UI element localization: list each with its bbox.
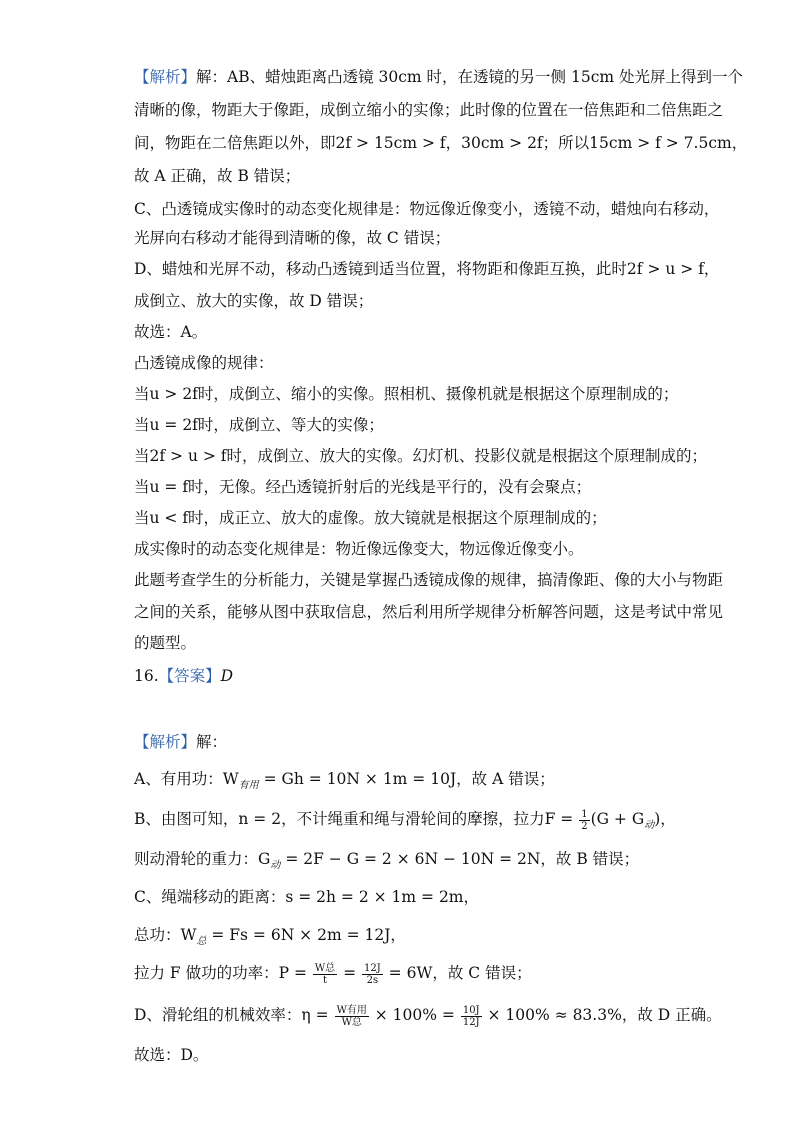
analysis-line-15: 当u < f时，成正立、放大的虚像。放大镜就是根据这个原理制成的； [134,509,607,527]
analysis-line-19: 的题型。 [134,634,197,652]
power-line: 拉力 F 做功的功率：P = $\frac{\text{W总}}{t}$ = $\frac{12J}{2s}$ = 6W，故 C 错误； [134,962,532,986]
analysis-line-10: 凸透镜成像的规律： [134,354,274,372]
analysis-line-7: D、蜡烛和光屏不动，移动凸透镜到适当位置，将物距和像距互换，此时2f > u > f， [134,260,720,278]
analysis-line-3: 间，物距在二倍焦距以外，即2f > 15cm > f，30cm > 2f；所以15cm > f > 7.5cm， [134,134,748,152]
analysis-line-8: 成倒立、放大的实像，故 D 错误； [134,292,374,310]
analysis-line-9: 故选：A。 [134,323,208,341]
pulley-weight-line: 则动滑轮的重力：$G_动 = 2F - G = 2 \times 6N - 10N = 2N$，故 B 错误； [134,850,640,872]
fraction-power-1: $\frac{\text{W总}}{t}$ [314,962,336,986]
analysis-line-16: 成实像时的动态变化规律是：物近像远像变大，物远像近像变小。 [134,540,584,558]
answer-value: D [220,667,234,685]
analysis-line-14: 当u = f时，无像。经凸透镜折射后的光线是平行的，没有会聚点； [134,478,592,496]
analysis-line-12: 当u = 2f时，成倒立、等大的实像； [134,416,384,434]
analysis-line-4: 故 A 正确，故 B 错误； [134,167,301,185]
fraction-half: $\frac{1}{2}$ [581,808,588,832]
answer-line [134,665,233,687]
pulling-force-line: B、由图可知，n = 2，不计绳重和绳与滑轮间的摩擦，拉力F = $\frac{1}{2}$ $(G + G_动)$， [134,808,676,832]
analysis-tag: 【解析】 [134,68,197,86]
answer-tag: 【答案】 [158,667,221,685]
analysis-tag: 【解析】 [134,733,197,751]
fraction-efficiency-2: $\frac{10J}{12J}$ [462,1004,480,1028]
efficiency-line: D、滑轮组的机械效率：η = $\frac{\text{W有用}}{\text{W总}}$ × 100% = $\frac{10J}{12J}$ × 100% ≈ 83.3%，故 D 正确。 [134,1004,722,1028]
conclusion-line: 故选：D。 [134,1046,209,1064]
analysis-line-17: 此题考查学生的分析能力，关键是掌握凸透镜成像的规律，搞清像距、像的大小与物距 [134,571,724,589]
rope-distance-line: C、绳端移动的距离：s = 2h = 2 × 1m = 2m， [134,888,480,906]
fraction-efficiency-1: $\frac{\text{W有用}}{\text{W总}}$ [336,1004,367,1028]
analysis-line-5: C、凸透镜成实像时的动态变化规律是：物远像近像变小，透镜不动，蜡烛向右移动， [134,200,720,218]
analysis-line-2: 清晰的像，物距大于像距，成倒立缩小的实像；此时像的位置在一倍焦距和二倍焦距之 [134,101,724,119]
answer-number: 16. [134,667,159,685]
useful-work-line: A、有用功：$W_{有用} = Gh = 10N \times 1m = 10J$，故 A 错误； [134,770,555,792]
analysis-line-18: 之间的关系，能够从图中获取信息，然后利用所学规律分析解答问题，这是考试中常见 [134,603,724,621]
total-work-line: 总功：$W_总 = Fs = 6N \times 2m = 12J$， [134,926,406,948]
fraction-power-2: $\frac{12J}{2s}$ [364,962,381,986]
analysis-line-6: 光屏向右移动才能得到清晰的像，故 C 错误； [134,229,451,247]
analysis-line-13: 当2f > u > f时，成倒立、放大的实像。幻灯机、投影仪就是根据这个原理制成的； [134,447,708,465]
analysis-line-1: 【解析】解：AB、蜡烛距离凸透镜 30cm 时，在透镜的另一侧 15cm 处光屏上得到一个 [134,68,744,86]
analysis-line-11: 当u > 2f时，成倒立、缩小的实像。照相机、摄像机就是根据这个原理制成的； [134,385,679,403]
analysis16-heading: 【解析】解： [134,733,228,751]
